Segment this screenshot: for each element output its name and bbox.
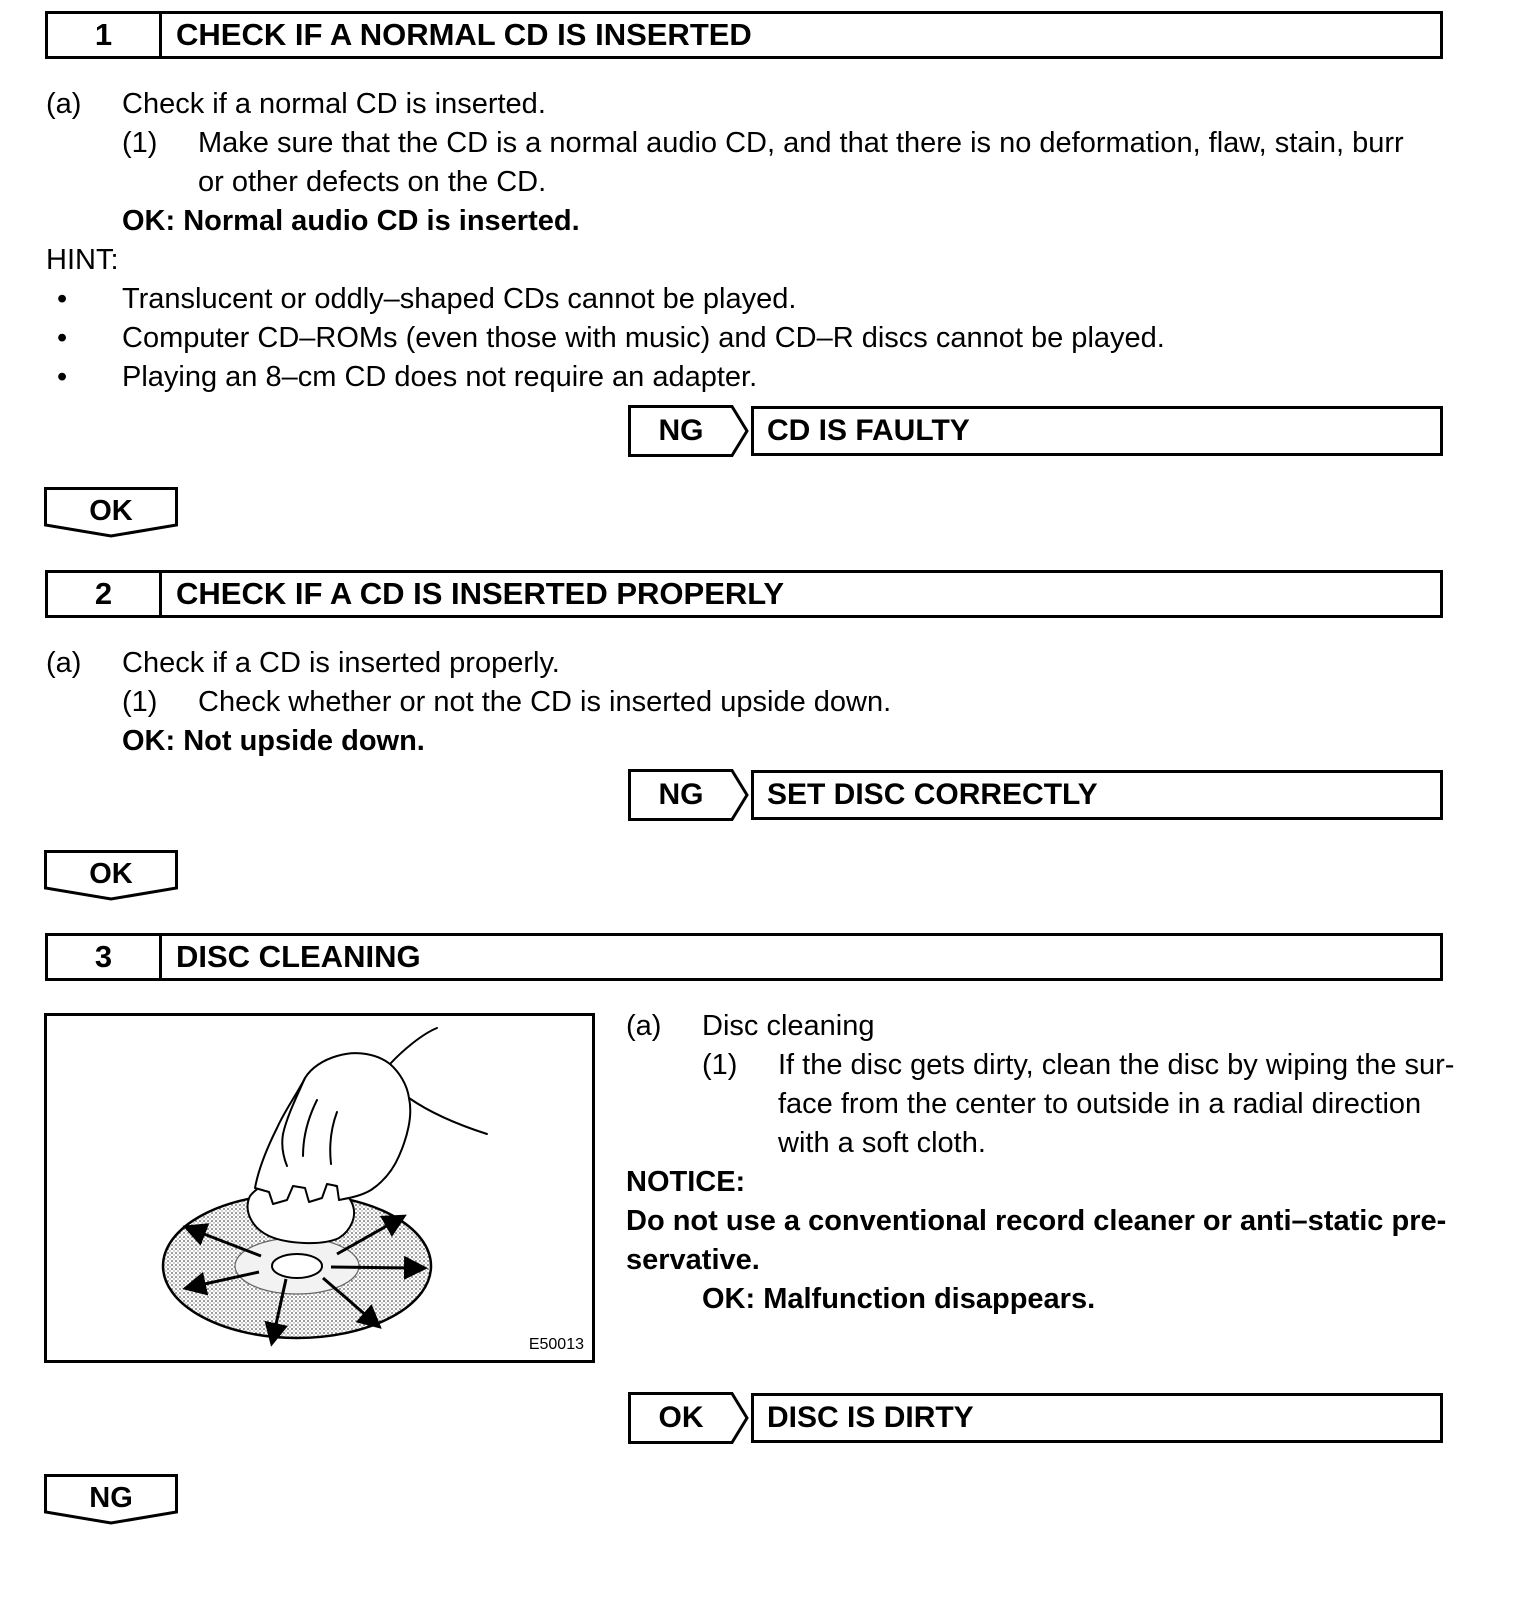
bullet-icon: • [57, 283, 68, 315]
hint-label: HINT: [46, 244, 119, 276]
subitem-text: Make sure that the CD is a normal audio CD, and that there is no deformation, flaw, stain, burr [198, 127, 1404, 159]
down-tag-label: OK [89, 857, 133, 890]
notice-label: NOTICE: [626, 1166, 746, 1198]
subitem-text: If the disc gets dirty, clean the disc by wiping the sur- [778, 1049, 1455, 1081]
subitem-text-cont: with a soft cloth. [778, 1127, 986, 1159]
subitem-label: (1) [702, 1049, 738, 1081]
item-label: (a) [46, 88, 82, 120]
result-box: DISC IS DIRTY [751, 1393, 1443, 1443]
ok-down-tag [44, 487, 178, 539]
hint-item: Playing an 8–cm CD does not require an adapter. [122, 361, 758, 393]
disc-wipe-icon [47, 1016, 592, 1360]
item-text: Check if a CD is inserted properly. [122, 647, 560, 679]
down-tag-label: OK [89, 494, 133, 527]
notice-text: Do not use a conventional record cleaner or anti–static pre- [626, 1205, 1447, 1237]
step-title: CHECK IF A CD IS INSERTED PROPERLY [176, 576, 785, 611]
ok-criterion: OK: Normal audio CD is inserted. [122, 205, 580, 237]
step-number: 2 [48, 573, 162, 615]
subitem-label: (1) [122, 127, 158, 159]
step-title: CHECK IF A NORMAL CD IS INSERTED [176, 17, 752, 52]
step-title: DISC CLEANING [176, 939, 421, 974]
step-3-header [45, 933, 1443, 981]
step-2-header [45, 570, 1443, 618]
ok-criterion: OK: Malfunction disappears. [702, 1283, 1096, 1315]
notice-text-cont: servative. [626, 1244, 760, 1276]
step-number: 3 [48, 936, 162, 978]
disc-cleaning-illustration [44, 1013, 595, 1363]
item-text: Disc cleaning [702, 1010, 875, 1042]
step-number: 1 [48, 14, 162, 56]
ok-arrow-tag [628, 1392, 750, 1444]
bullet-icon: • [57, 322, 68, 354]
result-tag-label: NG [658, 414, 704, 447]
hint-item: Translucent or oddly–shaped CDs cannot be played. [122, 283, 797, 315]
result-tag-label: OK [658, 1401, 704, 1434]
subitem-text: Check whether or not the CD is inserted upside down. [198, 686, 892, 718]
ng-arrow-tag [628, 405, 750, 457]
item-text: Check if a normal CD is inserted. [122, 88, 546, 120]
down-tag-label: NG [89, 1481, 133, 1514]
bullet-icon: • [57, 361, 68, 393]
result-box: SET DISC CORRECTLY [751, 770, 1443, 820]
ng-down-tag [44, 1474, 178, 1526]
hint-item: Computer CD–ROMs (even those with music) and CD–R discs cannot be played. [122, 322, 1165, 354]
result-tag-label: NG [658, 778, 704, 811]
subitem-text-cont: or other defects on the CD. [198, 166, 547, 198]
figure-code: E50013 [528, 1336, 584, 1353]
ng-arrow-tag [628, 769, 750, 821]
subitem-label: (1) [122, 686, 158, 718]
item-label: (a) [626, 1010, 662, 1042]
item-label: (a) [46, 647, 82, 679]
result-box: CD IS FAULTY [751, 406, 1443, 456]
step-1-header [45, 11, 1443, 59]
ok-down-tag [44, 850, 178, 902]
subitem-text-cont: face from the center to outside in a radial direction [778, 1088, 1422, 1120]
ok-criterion: OK: Not upside down. [122, 725, 425, 757]
